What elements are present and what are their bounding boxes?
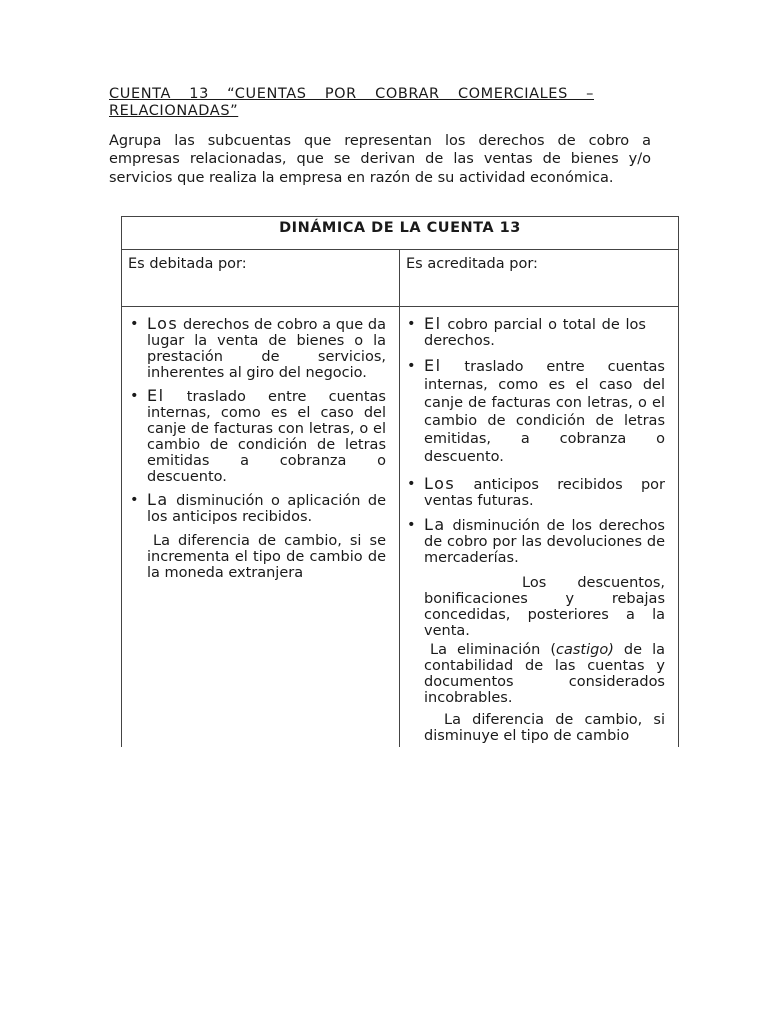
credit-item: • La disminución de los derechos de cobro por las devoluciones de mercaderías. xyxy=(407,515,665,566)
credit-note-diferencia: La diferencia de cambio, si disminuye el tipo de cambio xyxy=(424,712,665,744)
debit-item: • La disminución o aplicación de los anticipos recibidos. xyxy=(130,490,386,525)
document-heading: CUENTA 13 “CUENTAS POR COBRAR COMERCIALES – RELACIONADAS” xyxy=(109,86,594,119)
bullet-icon: • xyxy=(407,476,416,492)
credit-note-descuentos: Los descuentos, bonificaciones y rebajas concedidas, posteriores a la venta. xyxy=(424,575,665,639)
credit-header: Es acreditada por: xyxy=(406,256,538,272)
table-title: DINÁMICA DE LA CUENTA 13 xyxy=(122,217,678,250)
credit-item: • El traslado entre cuentas internas, como es el caso del canje de facturas con letras, o el cambio de condición de letras emitidas, a cobranza o descuento. xyxy=(407,356,665,465)
debit-item: • Los derechos de cobro a que da lugar la venta de bienes o la prestación de servicios, inherentes al giro del negocio. xyxy=(130,314,386,381)
credit-column xyxy=(400,307,678,747)
table-header-row xyxy=(122,250,678,307)
intro-paragraph: Agrupa las subcuentas que representan los derechos de cobro a empresas relacionadas, que se derivan de las ventas de bienes y/o servicios que realiza la empresa en razón de su actividad económica. xyxy=(109,133,651,186)
debit-column xyxy=(122,307,400,747)
credit-item: • Los anticipos recibidos por ventas futuras. xyxy=(407,474,665,509)
bullet-icon: • xyxy=(130,388,139,404)
debit-note: La diferencia de cambio, si se incrementa el tipo de cambio de la moneda extranjera xyxy=(147,533,386,581)
account-dynamics-table xyxy=(121,216,679,747)
bullet-icon: • xyxy=(407,316,416,332)
bullet-icon: • xyxy=(130,492,139,508)
debit-item: • El traslado entre cuentas internas, como es el caso del canje de facturas con letras, o el cambio de condición de letras emitidas a cobranza o descuento. xyxy=(130,386,386,485)
bullet-icon: • xyxy=(407,358,416,374)
credit-item: • El cobro parcial o total de los derechos. xyxy=(407,314,646,349)
debit-header: Es debitada por: xyxy=(122,250,400,306)
bullet-icon: • xyxy=(130,316,139,332)
table-body-row xyxy=(122,307,678,747)
bullet-icon: • xyxy=(407,517,416,533)
credit-note-eliminacion: La eliminación (castigo) de la contabilidad de las cuentas y documentos considerados incobrables. xyxy=(424,642,665,706)
